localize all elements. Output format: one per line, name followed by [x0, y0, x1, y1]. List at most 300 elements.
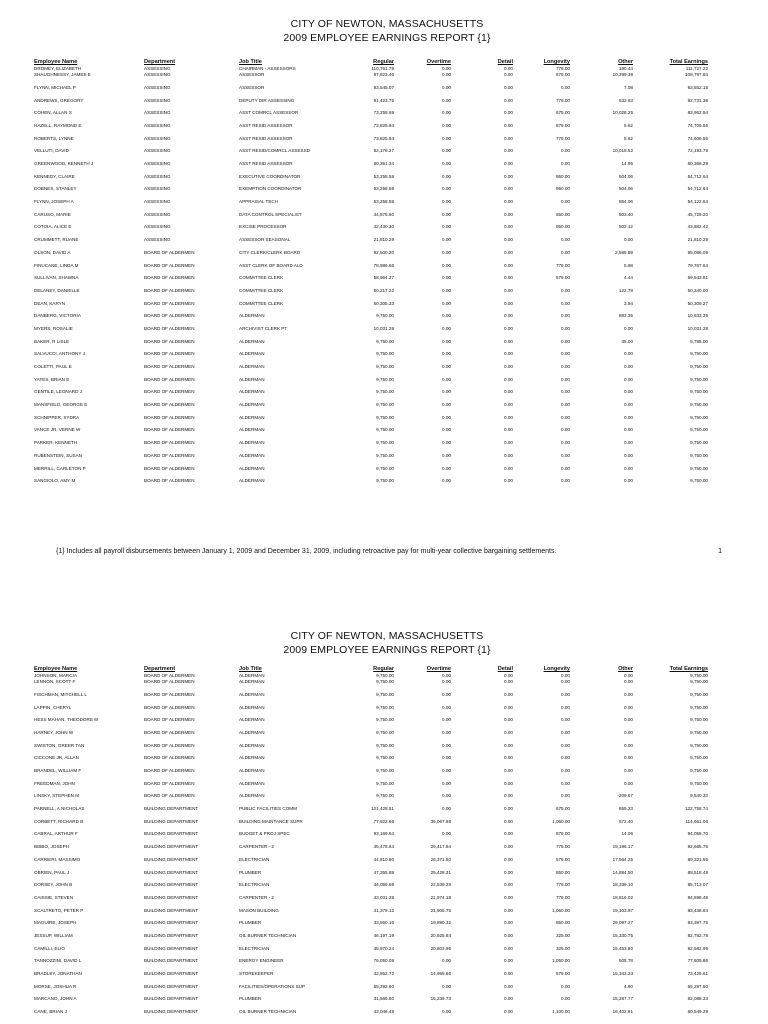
cell-job-title: EXEMPTION COORDINATOR — [239, 186, 302, 192]
cell-other: 0.00 — [624, 673, 633, 678]
cell-employee-name: ROBERTS, LYNNE — [34, 135, 74, 141]
cell-longevity: 0.00 — [561, 755, 570, 761]
cell-overtime: 25,428.31 — [430, 869, 451, 875]
cell-job-title: BUILDING MAINTANCE SUPR — [239, 818, 303, 824]
cell-employee-name: MORSE, JOSHUA R — [34, 983, 77, 989]
cell-employee-name: DANBERG, VICTORIA — [34, 313, 81, 319]
cell-detail: 0.00 — [504, 996, 513, 1002]
cell-total-earnings: 77,605.86 — [687, 958, 708, 964]
cell-total-earnings: 82,582.99 — [687, 945, 708, 951]
cell-department: ASSESSING — [144, 135, 171, 141]
cell-longevity: 775.00 — [555, 262, 570, 268]
cell-employee-name: MYERS, ROSALIE — [34, 325, 73, 331]
cell-detail: 0.00 — [504, 983, 513, 989]
cell-department: BUILDING DEPARTMENT — [144, 983, 199, 989]
cell-total-earnings: 9,750.00 — [690, 465, 708, 471]
cell-job-title: CARPENTER - 2 — [239, 844, 274, 850]
cell-longevity: 775.00 — [555, 66, 570, 71]
table-header-row — [34, 59, 708, 66]
cell-regular: 93,169.64 — [373, 831, 394, 837]
cell-longevity: 0.00 — [561, 84, 570, 90]
cell-total-earnings: 72,193.79 — [687, 148, 708, 154]
cell-overtime: 0.00 — [442, 364, 451, 369]
cell-employee-name: DEAN, KARYN — [34, 300, 66, 306]
cell-job-title: STOREKEEPER — [239, 971, 274, 976]
cell-overtime: 0.00 — [442, 440, 451, 446]
cell-regular: 121,428.51 — [371, 806, 394, 812]
cell-job-title: ASST COMRCL ASSESSOR — [239, 110, 299, 116]
cell-longevity: 0.00 — [561, 704, 570, 710]
cell-job-title: ALDERMAN — [239, 742, 265, 748]
cell-overtime: 0.00 — [442, 717, 451, 723]
table-row — [34, 882, 708, 895]
cell-employee-name: KENNEDY, CLAIRE — [34, 173, 75, 179]
cell-department: BOARD OF ALDERMEN — [144, 768, 195, 773]
cell-detail: 0.00 — [504, 958, 513, 964]
table-row — [34, 831, 708, 844]
col-overtime: Overtime — [426, 59, 451, 65]
cell-detail: 0.00 — [504, 691, 513, 697]
cell-longevity: 775.00 — [555, 97, 570, 103]
table-row — [34, 440, 708, 453]
table-row — [34, 377, 708, 390]
table-row — [34, 453, 708, 466]
cell-other: 5.62 — [624, 135, 633, 141]
cell-longevity: 0.00 — [561, 742, 570, 748]
cell-other: 0.00 — [624, 717, 633, 723]
cell-other: 0.00 — [624, 427, 633, 433]
cell-employee-name: CARRIERI, MASSIMO — [34, 856, 81, 862]
cell-department: ASSESSING — [144, 110, 171, 116]
table-row — [34, 110, 708, 123]
cell-detail: 0.00 — [504, 465, 513, 471]
cell-department: BOARD OF ALDERMEN — [144, 376, 195, 382]
cell-regular: 73,258.69 — [373, 110, 394, 116]
cell-total-earnings: 9,750.00 — [690, 414, 708, 420]
cell-other: 10,028.25 — [612, 110, 633, 116]
cell-overtime: 35,067.98 — [430, 818, 451, 824]
col-regular: Regular — [373, 666, 394, 672]
col-employee-name: Employee Name — [34, 59, 78, 65]
cell-regular: 60,351.34 — [373, 161, 394, 166]
cell-regular: 9,750.00 — [376, 376, 394, 382]
cell-regular: 9,750.00 — [376, 679, 394, 685]
cell-job-title: OIL BURNER TECHNICIAN — [239, 932, 297, 938]
cell-total-earnings: 9,750.00 — [690, 478, 708, 484]
cell-detail: 0.00 — [504, 313, 513, 319]
cell-regular: 9,750.00 — [376, 414, 394, 420]
cell-total-earnings: 9,750.00 — [690, 351, 708, 357]
cell-regular: 33,560.16 — [373, 920, 394, 926]
cell-job-title: BUDGET & PROJ SPEC — [239, 831, 290, 837]
cell-longevity: 675.00 — [555, 72, 570, 78]
cell-regular: 21,810.29 — [373, 237, 394, 243]
cell-employee-name: VANCE JR, VERNE W — [34, 427, 81, 433]
cell-department: BUILDING DEPARTMENT — [144, 958, 199, 964]
cell-regular: 110,761.78 — [371, 66, 394, 71]
cell-job-title: ALDERMAN — [239, 389, 265, 395]
cell-other: 15,287.77 — [612, 996, 633, 1002]
cell-job-title: COMMITTEE CLERK — [239, 287, 284, 293]
cell-overtime: 0.00 — [442, 262, 451, 268]
cell-employee-name: DELANEY, DANIELLE — [34, 287, 80, 293]
cell-detail: 0.00 — [504, 869, 513, 875]
cell-department: BUILDING DEPARTMENT — [144, 844, 199, 850]
report-title — [34, 18, 740, 45]
title-report: 2009 EMPLOYEE EARNINGS REPORT {1} — [283, 32, 491, 44]
cell-detail: 0.00 — [504, 110, 513, 116]
table-row — [34, 819, 708, 832]
cell-overtime: 0.00 — [442, 249, 451, 255]
cell-department: BUILDING DEPARTMENT — [144, 806, 199, 812]
cell-longevity: 1,050.00 — [552, 818, 570, 824]
table-row — [34, 85, 708, 98]
cell-longevity: 1,050.00 — [552, 907, 570, 913]
cell-longevity: 0.00 — [561, 389, 570, 395]
cell-regular: 76,050.08 — [373, 958, 394, 964]
cell-detail: 0.00 — [504, 971, 513, 976]
cell-job-title: ASSESSOR — [239, 84, 265, 90]
cell-other: 0.00 — [624, 679, 633, 685]
cell-job-title: ASST RESID ASSESSOR — [239, 122, 293, 128]
cell-longevity: 950.00 — [555, 173, 570, 179]
cell-employee-name: SALVUCCI, ANTHONY J — [34, 351, 85, 357]
cell-department: ASSESSING — [144, 186, 171, 192]
cell-job-title: ASST RESID/COMRCL ASSESSD — [239, 148, 310, 154]
table-row — [34, 933, 708, 946]
cell-department: BOARD OF ALDERMEN — [144, 287, 195, 293]
cell-detail: 0.00 — [504, 414, 513, 420]
cell-detail: 0.00 — [504, 300, 513, 306]
cell-regular: 9,750.00 — [376, 673, 394, 678]
cell-detail: 0.00 — [504, 673, 513, 678]
cell-department: BOARD OF ALDERMEN — [144, 249, 195, 255]
cell-department: BOARD OF ALDERMEN — [144, 755, 195, 761]
cell-employee-name: CAMILLI, ELIO — [34, 945, 65, 951]
table-row — [34, 806, 708, 819]
table-row — [34, 212, 708, 225]
cell-detail: 0.00 — [504, 945, 513, 951]
cell-other: 502.12 — [618, 224, 633, 230]
cell-longevity: 775.00 — [555, 135, 570, 141]
cell-overtime: 20,925.84 — [430, 932, 451, 938]
cell-department: BUILDING DEPARTMENT — [144, 882, 199, 888]
cell-employee-name: CAISSIE, STEVEN — [34, 894, 74, 900]
cell-overtime: 0.00 — [442, 376, 451, 382]
cell-total-earnings: 83,397.75 — [687, 920, 708, 926]
cell-regular: 45,970.24 — [373, 945, 394, 951]
col-department: Department — [144, 59, 176, 65]
cell-job-title: ALDERMAN — [239, 691, 265, 697]
cell-detail: 0.00 — [504, 161, 513, 166]
cell-other: 18,339.10 — [612, 882, 633, 888]
cell-department: BOARD OF ALDERMEN — [144, 262, 195, 268]
cell-job-title: CHAIRMAN - ASSESSORS — [239, 66, 296, 71]
cell-employee-name: SCHNIPPER, SYDRA — [34, 414, 80, 420]
cell-job-title: ALDERMAN — [239, 717, 265, 723]
cell-regular: 9,750.00 — [376, 452, 394, 458]
cell-overtime: 0.00 — [442, 691, 451, 697]
cell-regular: 62,178.27 — [373, 148, 394, 154]
cell-total-earnings: 9,750.00 — [690, 427, 708, 433]
table-row — [34, 920, 708, 933]
cell-employee-name: BAKER, R LISLE — [34, 338, 70, 344]
cell-employee-name: COLETTI, PAUL E — [34, 364, 72, 369]
cell-total-earnings: 10,633.35 — [687, 313, 708, 319]
cell-employee-name: RUBENSTEIN, SUSAN — [34, 452, 82, 458]
cell-longevity: 775.00 — [555, 844, 570, 850]
cell-longevity: 1,100.00 — [552, 1009, 570, 1015]
cell-other: 0.00 — [624, 364, 633, 369]
cell-regular: 9,750.00 — [376, 478, 394, 484]
cell-employee-name: GREENWOOD, KENNETH J — [34, 161, 94, 166]
cell-total-earnings: 9,750.00 — [690, 755, 708, 761]
cell-detail: 0.00 — [504, 364, 513, 369]
cell-other: 505.78 — [618, 958, 633, 964]
cell-job-title: FACILITIES/OPERATIONS SUP — [239, 983, 306, 989]
cell-department: ASSESSING — [144, 148, 171, 154]
cell-overtime: 0.00 — [442, 275, 451, 281]
cell-other: 14.95 — [621, 161, 633, 166]
cell-overtime: 0.00 — [442, 110, 451, 116]
cell-detail: 0.00 — [504, 97, 513, 103]
cell-regular: 44,059.68 — [373, 882, 394, 888]
cell-overtime: 0.00 — [442, 351, 451, 357]
table-row — [34, 895, 708, 908]
cell-other: 2,585.89 — [615, 249, 633, 255]
cell-other: 0.00 — [624, 414, 633, 420]
cell-other: 10,299.38 — [612, 72, 633, 78]
cell-other: 0.00 — [624, 389, 633, 395]
cell-detail: 0.00 — [504, 793, 513, 799]
cell-total-earnings: 92,731.38 — [687, 97, 708, 103]
table-row — [34, 364, 708, 377]
cell-overtime: 0.00 — [442, 465, 451, 471]
cell-job-title: DEPUTY DIR ASSESSING — [239, 97, 295, 103]
cell-longevity: 0.00 — [561, 983, 570, 989]
cell-detail: 0.00 — [504, 249, 513, 255]
cell-overtime: 0.00 — [442, 806, 451, 812]
cell-job-title: ALDERMAN — [239, 338, 265, 344]
cell-longevity: 950.00 — [555, 224, 570, 230]
cell-job-title: EXCISE PROCESSOR — [239, 224, 287, 230]
cell-employee-name: MERRILL, CARLETON P — [34, 465, 86, 471]
cell-total-earnings: 94,058.70 — [687, 831, 708, 837]
table-row — [34, 793, 708, 806]
cell-other: 0.00 — [624, 755, 633, 761]
cell-regular: 9,750.00 — [376, 717, 394, 723]
cell-job-title: COMMITTEE CLERK — [239, 300, 284, 306]
cell-other: 864.06 — [618, 199, 633, 205]
cell-longevity: 0.00 — [561, 440, 570, 446]
col-detail: Detail — [497, 666, 513, 672]
cell-overtime: 0.00 — [442, 287, 451, 293]
cell-job-title: ALDERMAN — [239, 478, 265, 484]
cell-employee-name: SHAUGHNESSY, JAMES E — [34, 72, 91, 78]
cell-total-earnings: 74,706.56 — [687, 122, 708, 128]
cell-longevity: 875.00 — [555, 831, 570, 837]
cell-overtime: 15,239.73 — [430, 996, 451, 1002]
cell-overtime: 0.00 — [442, 300, 451, 306]
cell-total-earnings: 60,549.29 — [687, 1009, 708, 1015]
cell-detail: 0.00 — [504, 186, 513, 192]
cell-regular: 91,423.75 — [373, 97, 394, 103]
cell-regular: 92,500.20 — [373, 249, 394, 255]
cell-overtime: 0.00 — [442, 793, 451, 799]
cell-employee-name: JOHNSON, MARCIA — [34, 673, 77, 678]
cell-regular: 9,750.00 — [376, 729, 394, 735]
cell-employee-name: HARNEY, JOHN W — [34, 729, 74, 735]
cell-other: 14,884.50 — [612, 869, 633, 875]
cell-department: BOARD OF ALDERMEN — [144, 300, 195, 306]
cell-longevity: 0.00 — [561, 199, 570, 205]
cell-detail: 0.00 — [504, 768, 513, 773]
cell-overtime: 0.00 — [442, 780, 451, 786]
cell-employee-name: FLYNN, MICHAEL P — [34, 84, 76, 90]
cell-total-earnings: 84,596.48 — [687, 894, 708, 900]
cell-longevity: 0.00 — [561, 717, 570, 723]
cell-longevity: 675.00 — [555, 806, 570, 812]
title-report: 2009 EMPLOYEE EARNINGS REPORT {1} — [283, 644, 491, 656]
table-row — [34, 199, 708, 212]
cell-total-earnings: 21,810.29 — [687, 237, 708, 243]
cell-detail: 0.00 — [504, 452, 513, 458]
cell-department: ASSESSING — [144, 211, 171, 217]
cell-overtime: 29,417.94 — [430, 844, 451, 850]
footnote-text: {1} Includes all payroll disbursements between January 1, 2009 and December 31, 2009, including retroactive pay for multi-year collective bargaining settlements. — [56, 548, 557, 555]
cell-longevity: 0.00 — [561, 996, 570, 1002]
cell-overtime: 0.00 — [442, 679, 451, 685]
cell-other: 4.90 — [624, 983, 633, 989]
cell-regular: 9,750.00 — [376, 427, 394, 433]
cell-longevity: 575.00 — [555, 275, 570, 281]
table-row — [34, 996, 708, 1009]
page-number: 1 — [718, 548, 722, 555]
cell-total-earnings: 9,750.00 — [690, 364, 708, 369]
cell-total-earnings: 93,552.15 — [687, 84, 708, 90]
cell-overtime: 0.00 — [442, 135, 451, 141]
cell-overtime: 0.00 — [442, 831, 451, 837]
cell-other: 0.00 — [624, 325, 633, 331]
cell-total-earnings: 9,540.33 — [690, 793, 708, 799]
cell-regular: 73,825.94 — [373, 135, 394, 141]
cell-longevity: 575.00 — [555, 971, 570, 976]
table-row — [34, 72, 708, 85]
table-row — [34, 288, 708, 301]
cell-department: ASSESSING — [144, 84, 171, 90]
cell-overtime: 0.00 — [442, 97, 451, 103]
cell-job-title: ALDERMAN — [239, 427, 265, 433]
cell-detail: 0.00 — [504, 920, 513, 926]
cell-department: BOARD OF ALDERMEN — [144, 717, 195, 723]
cell-total-earnings: 114,661.06 — [685, 818, 708, 824]
cell-regular: 47,355.88 — [373, 869, 394, 875]
cell-other: 0.00 — [624, 729, 633, 735]
cell-detail: 0.00 — [504, 72, 513, 78]
cell-detail: 0.00 — [504, 275, 513, 281]
cell-job-title: ALDERMAN — [239, 313, 265, 319]
cell-employee-name: HAZELL, RAYMOND E — [34, 122, 82, 128]
cell-detail: 0.00 — [504, 173, 513, 179]
cell-overtime: 0.00 — [442, 389, 451, 395]
table-row — [34, 98, 708, 111]
table-row — [34, 427, 708, 440]
cell-detail: 0.00 — [504, 66, 513, 71]
cell-department: BUILDING DEPARTMENT — [144, 971, 199, 976]
cell-department: ASSESSING — [144, 161, 171, 166]
cell-employee-name: TANNOZZINI, DAVID L — [34, 958, 82, 964]
cell-longevity: 850.00 — [555, 920, 570, 926]
cell-longevity: 0.00 — [561, 148, 570, 154]
cell-detail: 0.00 — [504, 122, 513, 128]
cell-detail: 0.00 — [504, 237, 513, 243]
cell-regular: 73,825.94 — [373, 122, 394, 128]
cell-job-title: ALDERMAN — [239, 440, 265, 446]
cell-overtime: 0.00 — [442, 313, 451, 319]
cell-employee-name: LINSKY, STEPHEN M — [34, 793, 80, 799]
cell-overtime: 0.00 — [442, 325, 451, 331]
cell-regular: 9,750.00 — [376, 742, 394, 748]
cell-department: BOARD OF ALDERMEN — [144, 440, 195, 446]
cell-other: 0.00 — [624, 478, 633, 484]
table-row — [34, 705, 708, 718]
cell-job-title: COMMITTEE CLERK — [239, 275, 284, 281]
cell-total-earnings: 10,031.28 — [687, 325, 708, 331]
cell-employee-name: OBRIEN, PAUL J — [34, 869, 70, 875]
cell-department: BUILDING DEPARTMENT — [144, 831, 199, 837]
cell-total-earnings: 54,122.64 — [687, 199, 708, 205]
cell-longevity: 0.00 — [561, 768, 570, 773]
cell-longevity: 0.00 — [561, 673, 570, 678]
cell-total-earnings: 85,713.07 — [687, 882, 708, 888]
cell-job-title: MASON BUILDING — [239, 907, 279, 913]
cell-regular: 42,430.30 — [373, 224, 394, 230]
cell-department: BOARD OF ALDERMEN — [144, 742, 195, 748]
cell-job-title: CITY CLERK/CLERK BOARD — [239, 249, 301, 255]
cell-total-earnings: 9,750.00 — [690, 673, 708, 678]
cell-employee-name: LENNON, SCOTT F — [34, 679, 76, 685]
cell-other: 0.00 — [624, 691, 633, 697]
cell-job-title: PLUMBER — [239, 869, 262, 875]
cell-overtime: 0.00 — [442, 148, 451, 154]
cell-detail: 0.00 — [504, 199, 513, 205]
cell-regular: 9,750.00 — [376, 402, 394, 408]
cell-detail: 0.00 — [504, 831, 513, 837]
cell-regular: 10,031.28 — [373, 325, 394, 331]
table-row — [34, 148, 708, 161]
cell-detail: 0.00 — [504, 679, 513, 685]
cell-overtime: 0.00 — [442, 729, 451, 735]
cell-department: BOARD OF ALDERMEN — [144, 325, 195, 331]
table-row — [34, 908, 708, 921]
cell-employee-name: CICCONE JR, ALLAN — [34, 755, 79, 761]
cell-detail: 0.00 — [504, 780, 513, 786]
cell-job-title: ALDERMAN — [239, 414, 265, 420]
cell-department: BOARD OF ALDERMEN — [144, 465, 195, 471]
cell-department: BOARD OF ALDERMEN — [144, 679, 195, 685]
cell-department: ASSESSING — [144, 224, 171, 230]
cell-other: 7.08 — [624, 84, 633, 90]
cell-longevity: 0.00 — [561, 780, 570, 786]
cell-longevity: 0.00 — [561, 364, 570, 369]
cell-overtime: 20,803.95 — [430, 945, 451, 951]
cell-employee-name: BRANDEL, WILLIAM F — [34, 768, 82, 773]
cell-longevity: 1,050.00 — [552, 958, 570, 964]
cell-employee-name: DROMEY, ELIZABETH — [34, 66, 82, 71]
cell-employee-name: FREEDMAN, JOHN — [34, 780, 75, 786]
table-row — [34, 730, 708, 743]
cell-overtime: 0.00 — [442, 237, 451, 243]
